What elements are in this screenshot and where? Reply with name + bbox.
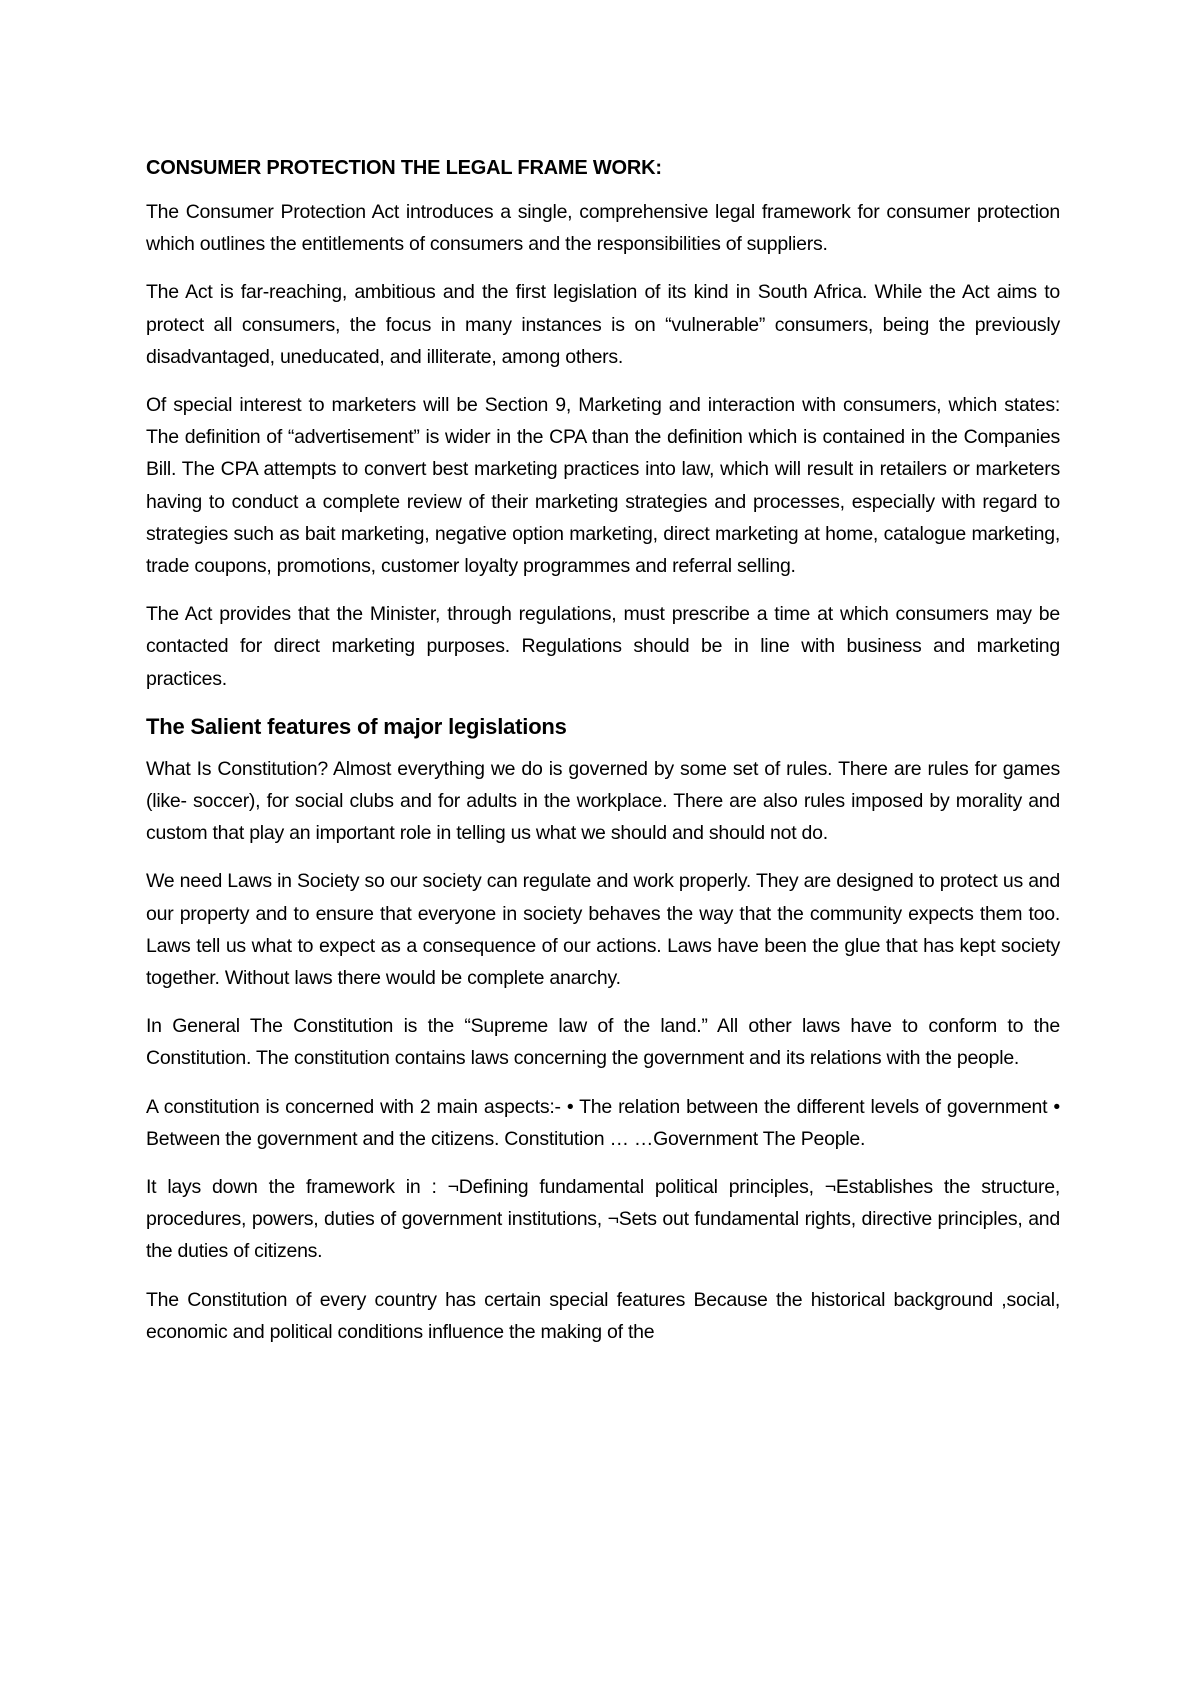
paragraph: The Act provides that the Minister, through regulations, must prescribe a time at which consumers may be contacted for direct marketing purposes. Regulations should be in line with business and marketing practices. [146, 603, 1060, 690]
paragraph: In General The Constitution is the “Supreme law of the land.” All other laws have to conform to the Constitution. The constitution contains laws concerning the government and its relations with the people. [146, 1015, 1060, 1070]
paragraph: The Consumer Protection Act introduces a single, comprehensive legal framework for consumer protection which outlines the entitlements of consumers and the responsibilities of suppliers. [146, 201, 1060, 256]
paragraph: We need Laws in Society so our society can regulate and work properly. They are designed to protect us and our property and to ensure that everyone in society behaves the way that the community expects them too. Laws tell us what to expect as a consequence of our actions. Laws have been the glue that has kept society together. Without laws there would be complete anarchy. [146, 870, 1060, 990]
paragraph: The Constitution of every country has certain special features Because the historical background ,social, economic and political conditions influence the making of the [146, 1288, 1060, 1343]
paragraph: It lays down the framework in : ¬Defining fundamental political principles, ¬Establishes the structure, procedures, powers, duties of government institutions, ¬Sets out fundamental rights, directive principles, and the duties of citizens. [146, 1176, 1060, 1263]
document-page [146, 146, 1060, 1364]
paragraph: The Act is far-reaching, ambitious and the first legislation of its kind in South Africa. While the Act aims to protect all consumers, the focus in many instances is on “vulnerable” consumers, being the previously disadvantaged, uneducated, and illiterate, among others. [146, 281, 1060, 368]
paragraph: What Is Constitution? Almost everything we do is governed by some set of rules. There are rules for games (like- soccer), for social clubs and for adults in the workplace. There are also rules imposed by morality and custom that play an important role in telling us what we should and should not do. [146, 757, 1060, 845]
document-title: CONSUMER PROTECTION THE LEGAL FRAME WORK: [146, 157, 662, 179]
paragraph: Of special interest to marketers will be Section 9, Marketing and interaction with consumers, which states: The definition of “advertisement” is wider in the CPA than the definition which is contained in the Companies Bill. The CPA attempts to convert best marketing practices into law, which will result in retailers or marketers having to conduct a complete review of their marketing strategies and processes, especially with regard to strategies such as bait marketing, negative option marketing, direct marketing at home, catalogue marketing, trade coupons, promotions, customer loyalty programmes and referral selling. [146, 394, 1060, 578]
section-heading: The Salient features of major legislations [146, 713, 567, 739]
paragraph: A constitution is concerned with 2 main aspects:- • The relation between the different levels of government • Between the government and the citizens. Constitution … …Government The People. [146, 1095, 1060, 1150]
